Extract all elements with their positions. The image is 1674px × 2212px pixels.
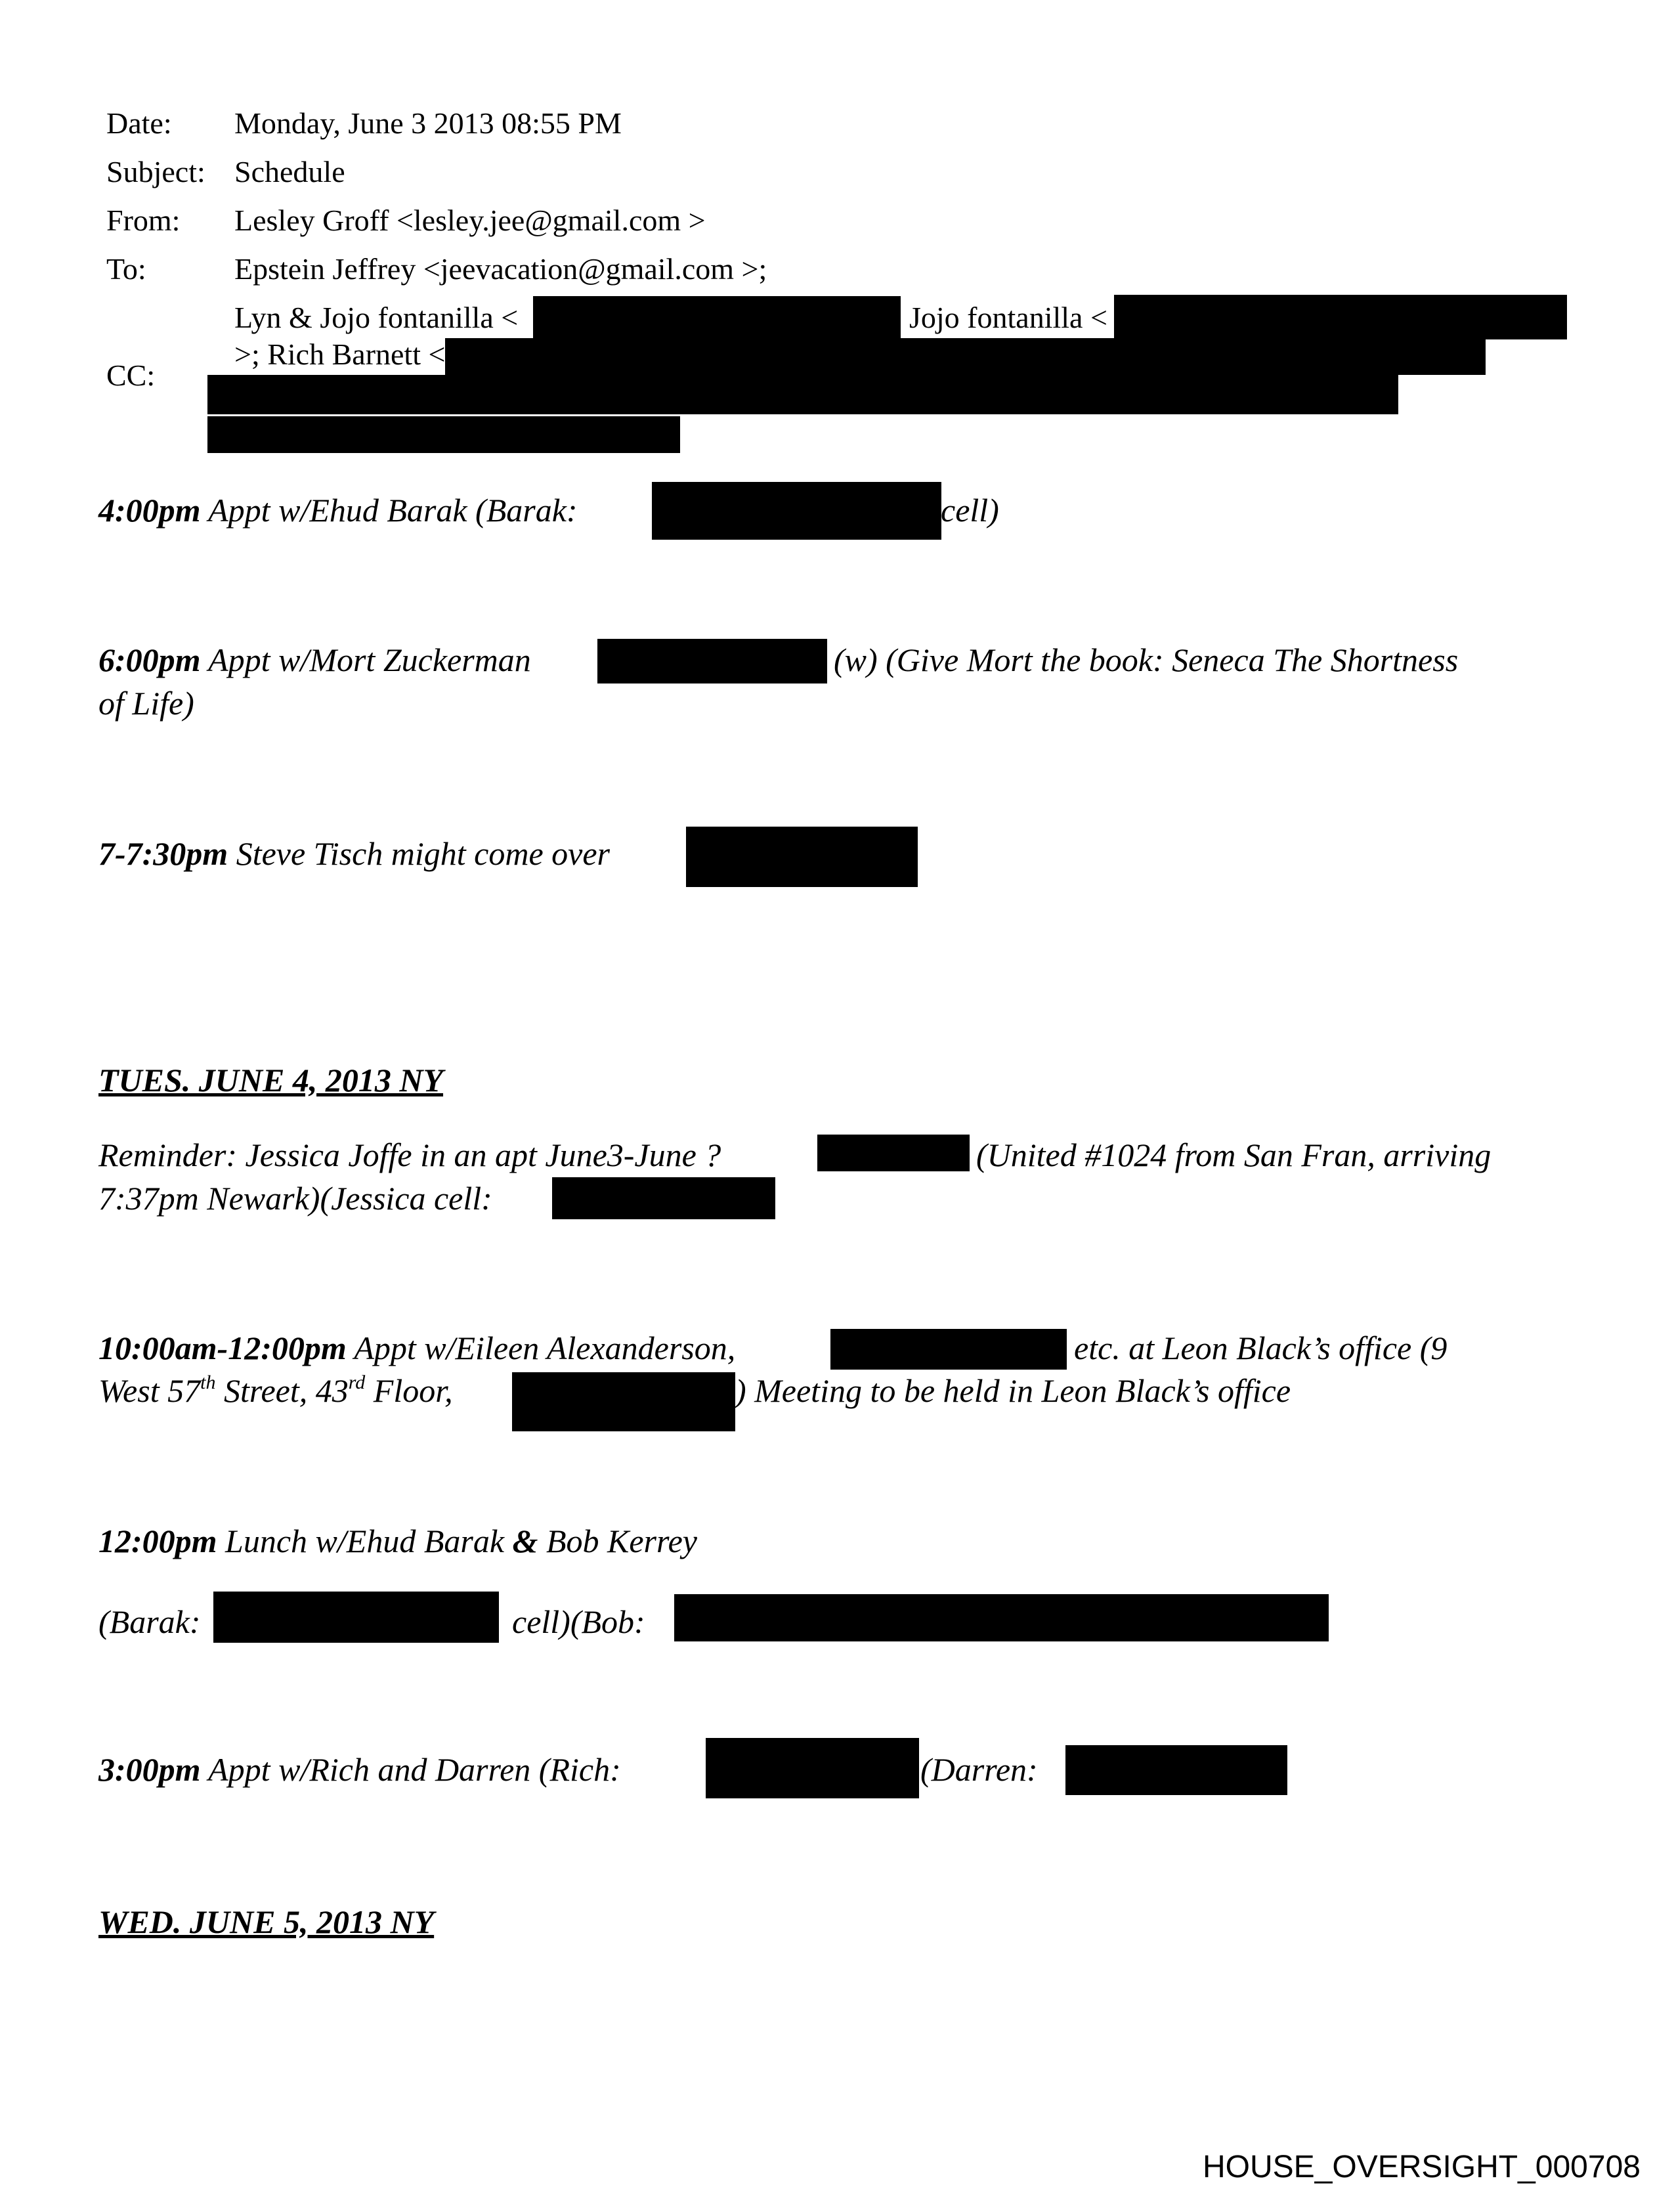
redaction-box xyxy=(512,1372,735,1431)
time-label: 3:00pm xyxy=(98,1751,201,1788)
superscript: rd xyxy=(348,1372,366,1393)
entry-tail: (Darren: xyxy=(920,1751,1038,1788)
reminder-continuation: 7:37pm Newark)(Jessica cell: xyxy=(98,1180,492,1217)
address-part: West 57 xyxy=(98,1372,201,1409)
entry-tail: cell) xyxy=(941,492,999,529)
time-label: 7-7:30pm xyxy=(98,835,228,872)
redaction-box xyxy=(597,639,827,683)
cc-recipient-1: Lyn & Jojo fontanilla < xyxy=(234,301,519,334)
from-value: Lesley Groff <lesley.jee@gmail.com > xyxy=(234,204,706,237)
entry-note: ) Meeting to be held in Leon Black’s office xyxy=(735,1372,1291,1409)
day-heading-tues: TUES. JUNE 4, 2013 NY xyxy=(98,1062,444,1098)
time-label: 4:00pm xyxy=(98,492,201,529)
redaction-box xyxy=(533,296,901,339)
to-value: Epstein Jeffrey <jeevacation@gmail.com >; xyxy=(234,252,767,286)
redaction-box xyxy=(213,1592,499,1643)
entry-text: Lunch w/Ehud Barak xyxy=(217,1523,513,1559)
redaction-box xyxy=(706,1738,919,1798)
redaction-box xyxy=(207,416,680,453)
entry-text: Steve Tisch might come over xyxy=(228,835,610,872)
cc-label: CC: xyxy=(106,358,156,392)
schedule-entry-4pm xyxy=(98,494,578,527)
cc-recipient-3: >; Rich Barnett < xyxy=(234,337,446,371)
superscript: th xyxy=(200,1372,216,1393)
redaction-box xyxy=(207,375,1398,414)
schedule-entry-12pm xyxy=(98,1525,697,1557)
redaction-box xyxy=(1065,1745,1287,1795)
schedule-entry-3pm xyxy=(98,1753,621,1786)
schedule-entry-6pm xyxy=(98,643,531,676)
time-label: 6:00pm xyxy=(98,641,201,678)
time-label: 10:00am-12:00pm xyxy=(98,1330,347,1366)
entry-text: Appt w/Eileen Alexanderson, xyxy=(346,1330,736,1366)
from-label: From: xyxy=(106,204,181,237)
schedule-entry-7pm xyxy=(98,837,610,870)
to-label: To: xyxy=(106,252,146,286)
reminder-line: Reminder: Jessica Joffe in an apt June3-June ? xyxy=(98,1137,721,1173)
date-label: Date: xyxy=(106,106,172,140)
time-label: 12:00pm xyxy=(98,1523,217,1559)
bates-number: HOUSE_OVERSIGHT_000708 xyxy=(1203,2150,1641,2184)
redaction-box xyxy=(552,1177,775,1219)
entry-tail: etc. at Leon Black’s office (9 xyxy=(1074,1330,1448,1366)
redaction-box xyxy=(445,338,1486,375)
entry-continuation xyxy=(98,1374,453,1407)
entry-continuation-tail: cell)(Bob: xyxy=(512,1603,645,1640)
cc-recipient-2: Jojo fontanilla < xyxy=(909,301,1107,334)
date-value: Monday, June 3 2013 08:55 PM xyxy=(234,106,622,140)
entry-text: Bob Kerrey xyxy=(538,1523,697,1559)
entry-tail: (w) (Give Mort the book: Seneca The Shortness xyxy=(834,641,1459,678)
redaction-box xyxy=(652,482,941,540)
redaction-box xyxy=(817,1135,970,1171)
redaction-box xyxy=(686,827,918,887)
reminder-tail: (United #1024 from San Fran, arriving xyxy=(976,1137,1492,1173)
entry-text: Appt w/Rich and Darren (Rich: xyxy=(200,1751,621,1788)
redaction-box xyxy=(830,1329,1067,1370)
entry-text: Appt w/Ehud Barak (Barak: xyxy=(200,492,578,529)
entry-continuation: of Life) xyxy=(98,685,194,722)
entry-continuation: (Barak: xyxy=(98,1603,201,1640)
subject-value: Schedule xyxy=(234,155,345,188)
day-heading-wed: WED. JUNE 5, 2013 NY xyxy=(98,1903,435,1940)
address-part: Street, 43 xyxy=(215,1372,349,1409)
subject-label: Subject: xyxy=(106,155,205,188)
address-part: Floor, xyxy=(365,1372,453,1409)
redaction-box xyxy=(1114,295,1567,339)
entry-text: Appt w/Mort Zuckerman xyxy=(200,641,531,678)
ampersand: & xyxy=(512,1523,538,1559)
schedule-entry-10am xyxy=(98,1332,735,1364)
redaction-box xyxy=(674,1594,1329,1641)
